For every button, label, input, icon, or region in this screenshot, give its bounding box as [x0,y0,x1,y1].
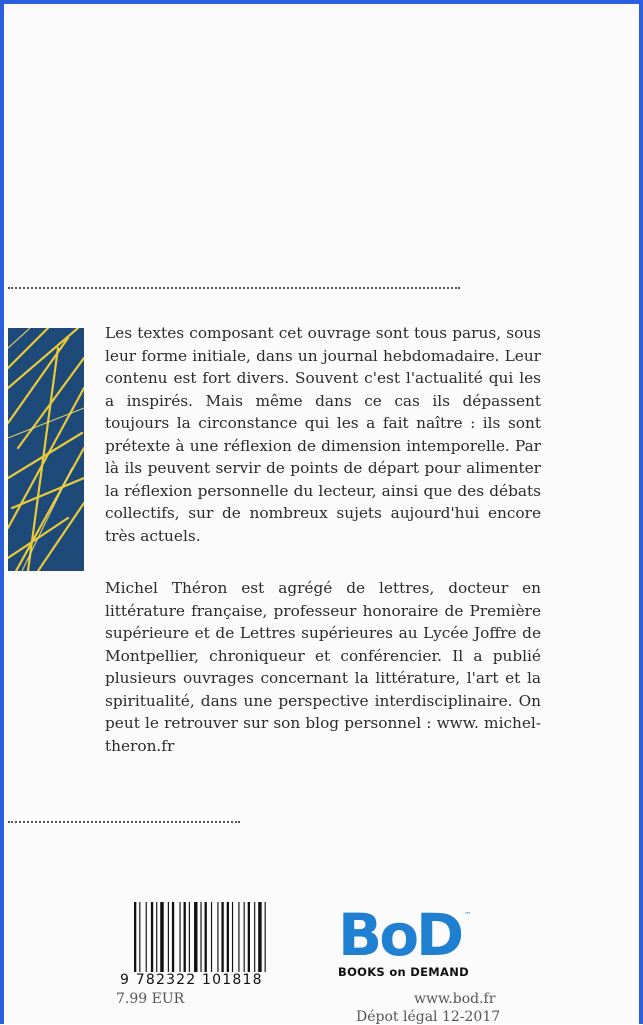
legal-deposit: Dépot légal 12-2017 [356,1009,501,1025]
author-biography: Michel Théron est agrégé de lettres, docteur en littérature française, professeur honoraire de Première supérieure et de Lettres supérieures au Lycée Joffre de Montpellier, chroniqueur et conférencier. Il a publié plusieurs ouvrages concernant la littérature, l'art et la spiritualité, dans une perspective interdisciplinaire. On peut le retrouver sur son blog personnel : www. michel-theron.fr [105,579,541,755]
dotted-divider-top [8,287,460,289]
book-description: Les textes composant cet ouvrage sont tous parus, sous leur forme initiale, dans un journal hebdomadaire. Leur contenu est fort divers. Souvent c'est l'actualité qui les a inspirés. Mais même dans ce cas ils dépassent toujours la circonstance qui les a fait naître : ils sont prétexte à une réflexion de dimension intemporelle. Par là ils peuvent servir de points de départ pour alimenter la réflexion personnelle du lecteur, ainsi que des débats collectifs, sur de nombreux sujets aujourd'hui encore très actuels. [105,324,541,545]
publisher-tagline: BOOKS on DEMAND [338,965,470,979]
isbn-barcode [134,902,288,976]
isbn-number: 9 782322 101818 [120,972,263,988]
grass-illustration [8,328,84,571]
price-label: 7.99 EUR [116,991,185,1007]
bod-logo: BoD [338,901,462,969]
publisher-url: www.bod.fr [414,991,496,1007]
cover-artwork-grass [8,328,84,571]
trademark-symbol: ™ [464,911,471,919]
dotted-divider-bottom [8,821,240,823]
